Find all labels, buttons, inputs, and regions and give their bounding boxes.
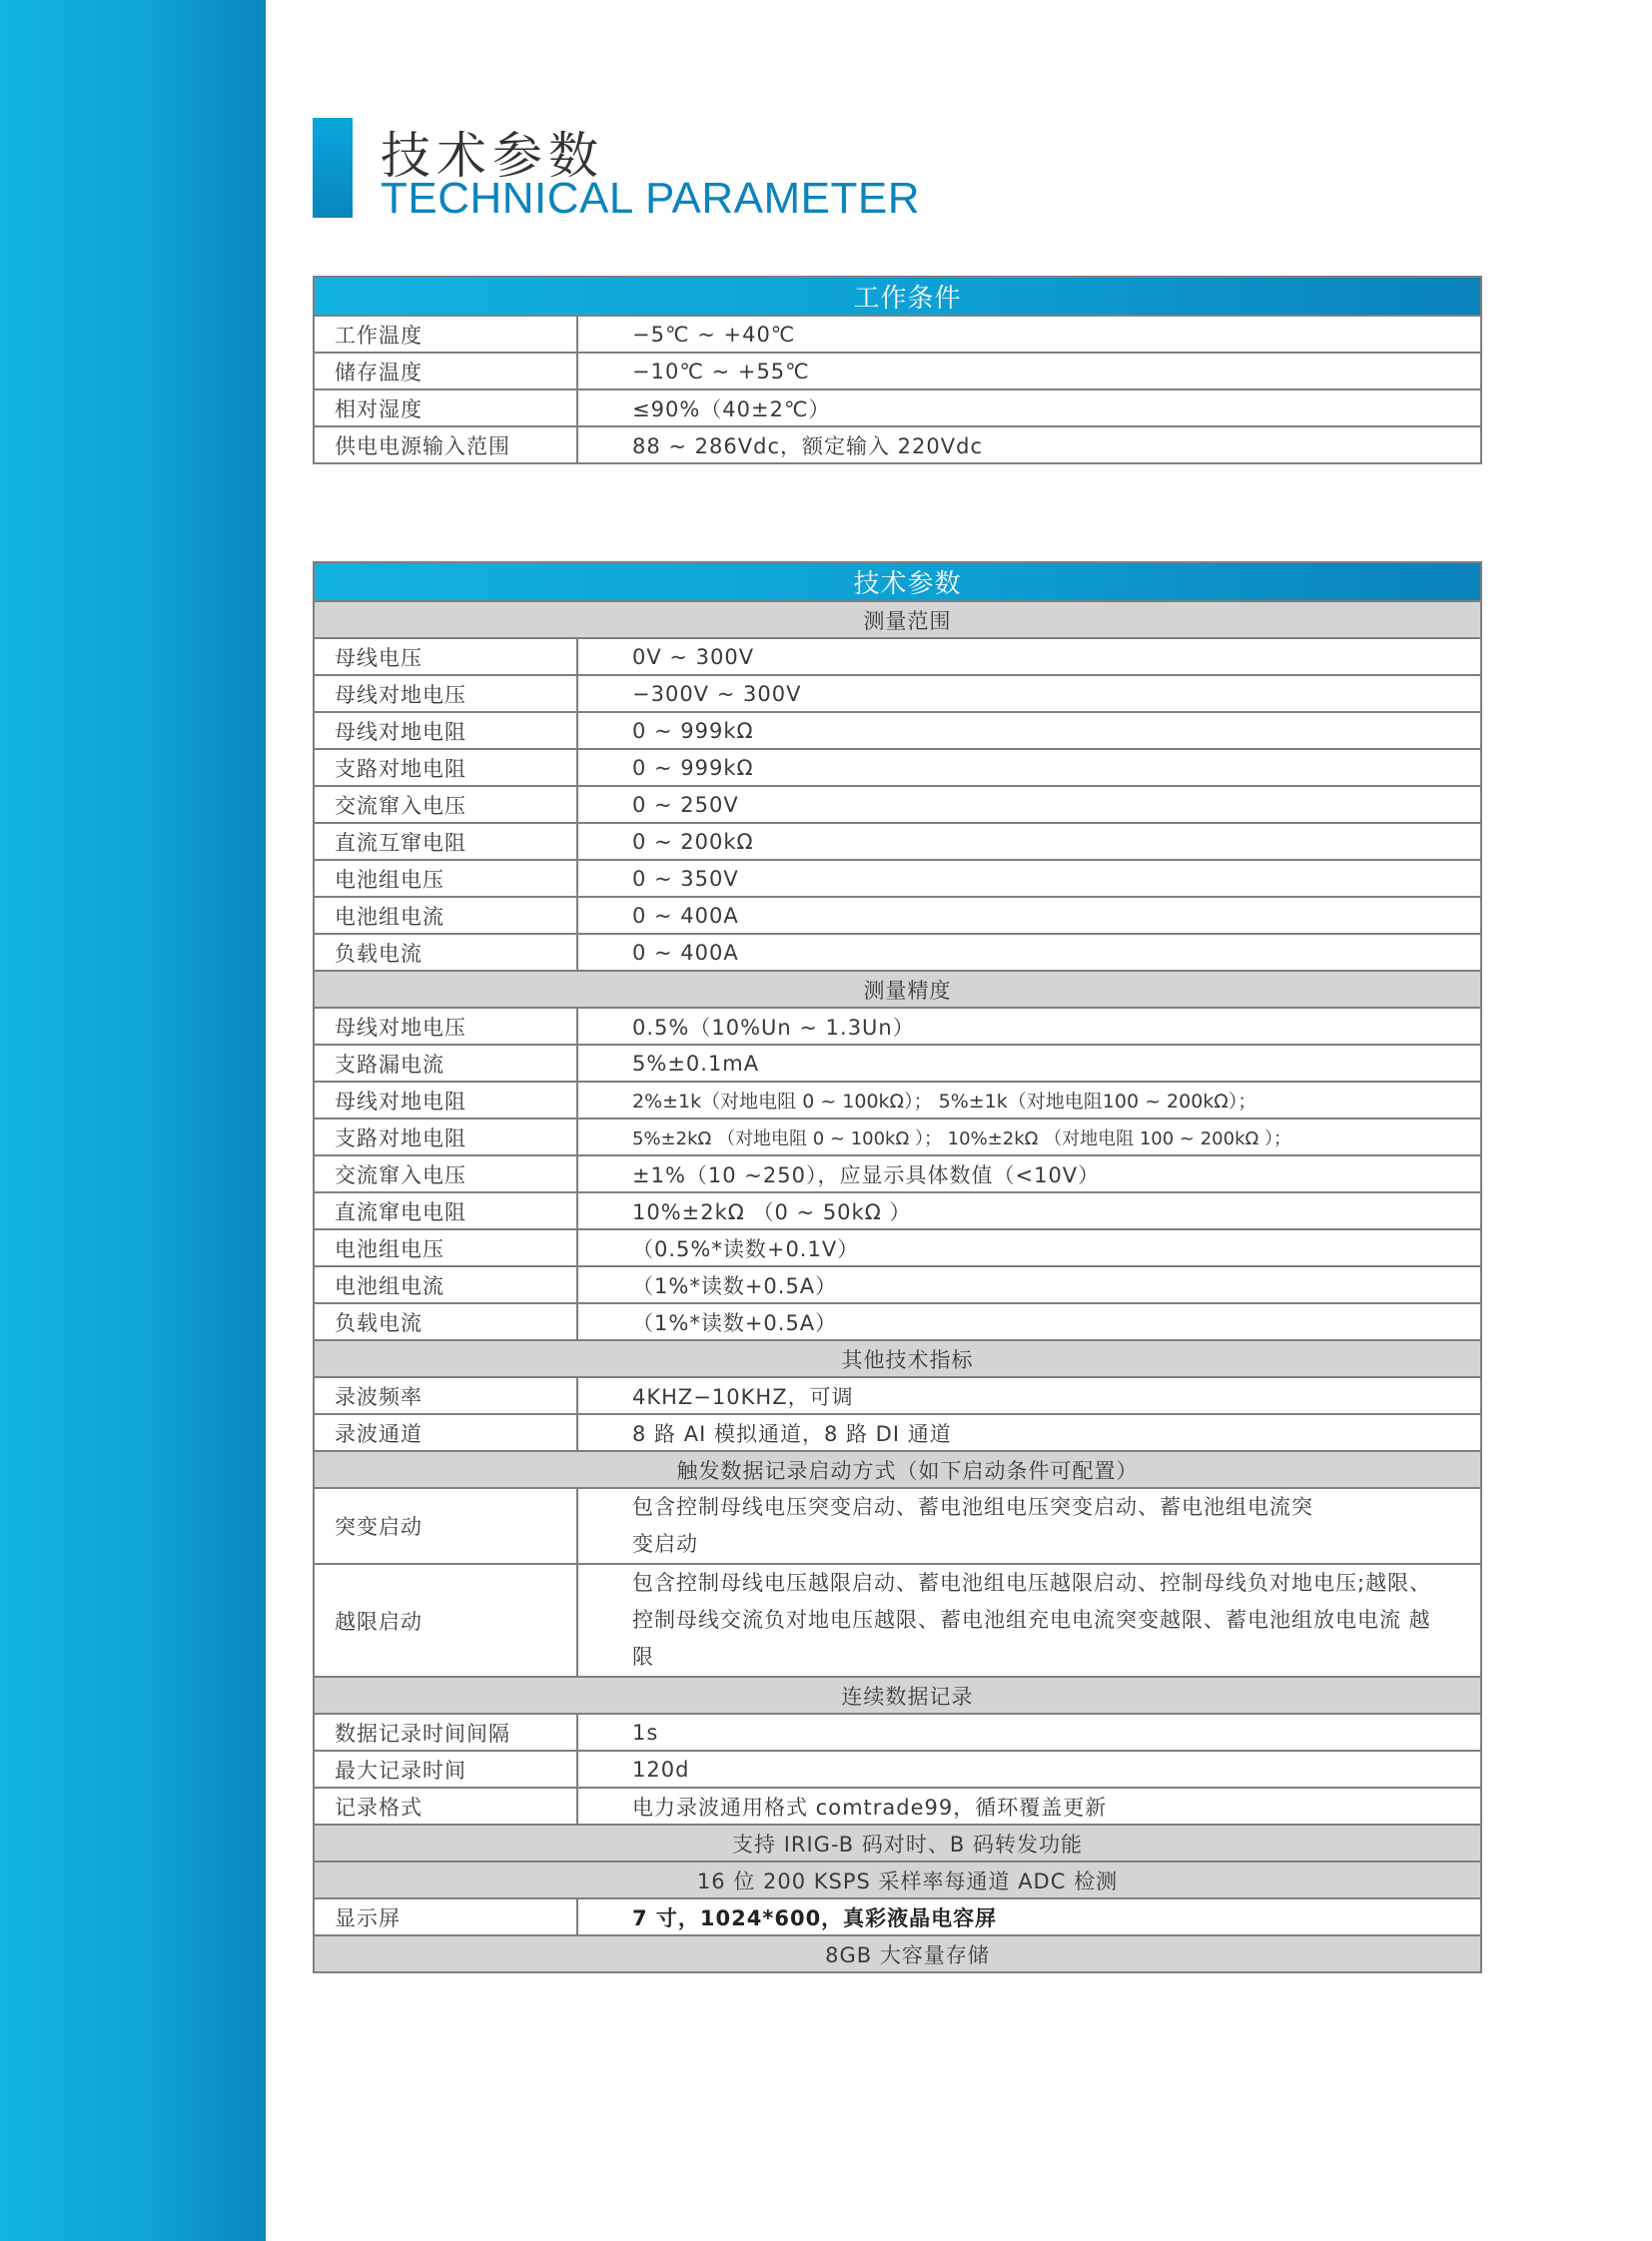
row-value: 8 路 AI 模拟通道，8 路 DI 通道 — [577, 1414, 1481, 1451]
table-row — [314, 353, 1481, 389]
row-value: 0 ~ 200kΩ — [577, 823, 1481, 860]
row-value: 5%±0.1mA — [577, 1045, 1481, 1082]
row-label: 显示屏 — [314, 1898, 577, 1935]
row-label: 母线对地电阻 — [314, 712, 577, 749]
working-conditions-header: 工作条件 — [314, 277, 1481, 316]
row-value: 0.5%（10%Un ~ 1.3Un） — [577, 1008, 1481, 1045]
row-label: 电池组电流 — [314, 1266, 577, 1303]
table-row — [314, 1082, 1481, 1119]
row-label: 工作温度 — [314, 316, 577, 353]
row-label: 支路漏电流 — [314, 1045, 577, 1082]
table-row — [314, 1192, 1481, 1229]
row-value: 1s — [577, 1714, 1481, 1751]
row-label: 母线对地电阻 — [314, 1082, 577, 1119]
table-row — [314, 1898, 1481, 1935]
row-value: −5℃ ~ +40℃ — [577, 316, 1481, 353]
row-value: ±1%（10 ~250），应显示具体数值（<10V） — [577, 1155, 1481, 1192]
row-value: −10℃ ~ +55℃ — [577, 353, 1481, 389]
row-value: 0 ~ 250V — [577, 786, 1481, 823]
display-spec-value: 7 寸，1024*600，真彩液晶电容屏 — [577, 1898, 1481, 1935]
table-row — [314, 316, 1481, 353]
storage-row: 8GB 大容量存储 — [314, 1935, 1481, 1972]
row-label: 相对湿度 — [314, 389, 577, 426]
row-label: 电池组电流 — [314, 897, 577, 934]
row-label: 交流窜入电压 — [314, 1155, 577, 1192]
row-label: 记录格式 — [314, 1788, 577, 1825]
table-row — [314, 1045, 1481, 1082]
table-row — [314, 638, 1481, 675]
row-label: 交流窜入电压 — [314, 786, 577, 823]
row-value: ≤90%（40±2℃） — [577, 389, 1481, 426]
row-value: 2%±1k（对地电阻 0 ~ 100kΩ）； 5%±1k（对地电阻100 ~ 200kΩ）； — [577, 1082, 1481, 1119]
row-value: 电力录波通用格式 comtrade99，循环覆盖更新 — [577, 1788, 1481, 1825]
page-title-english: TECHNICAL PARAMETER — [381, 174, 921, 223]
section-title-continuous: 连续数据记录 — [314, 1677, 1481, 1714]
row-value: 0 ~ 400A — [577, 934, 1481, 971]
row-label: 供电电源输入范围 — [314, 426, 577, 463]
row-value: 0 ~ 350V — [577, 860, 1481, 897]
table-row — [314, 675, 1481, 712]
working-conditions-table — [313, 276, 1482, 464]
table-row — [314, 1751, 1481, 1788]
row-label: 母线电压 — [314, 638, 577, 675]
row-label: 录波通道 — [314, 1414, 577, 1451]
row-value: 88 ~ 286Vdc，额定输入 220Vdc — [577, 426, 1481, 463]
section-title-other: 其他技术指标 — [314, 1340, 1481, 1377]
table-row — [314, 1414, 1481, 1451]
table-row — [314, 1155, 1481, 1192]
title-accent-bar — [313, 118, 353, 218]
table-row — [314, 1119, 1481, 1155]
table-row — [314, 426, 1481, 463]
row-label: 数据记录时间间隔 — [314, 1714, 577, 1751]
table-row — [314, 934, 1481, 971]
row-value: 10%±2kΩ （0 ~ 50kΩ ） — [577, 1192, 1481, 1229]
row-label: 突变启动 — [314, 1488, 577, 1564]
section-title-trigger: 触发数据记录启动方式（如下启动条件可配置） — [314, 1451, 1481, 1488]
table-row — [314, 1303, 1481, 1340]
row-label: 越限启动 — [314, 1564, 577, 1677]
row-value: 0 ~ 400A — [577, 897, 1481, 934]
table-row — [314, 1008, 1481, 1045]
section-title-range: 测量范围 — [314, 601, 1481, 638]
table-row — [314, 1714, 1481, 1751]
table-row — [314, 712, 1481, 749]
table-row — [314, 1788, 1481, 1825]
section-title-accuracy: 测量精度 — [314, 971, 1481, 1008]
row-label: 负载电流 — [314, 934, 577, 971]
row-label: 直流互窜电阻 — [314, 823, 577, 860]
row-value: （1%*读数+0.5A） — [577, 1266, 1481, 1303]
row-label: 录波频率 — [314, 1377, 577, 1414]
table-row — [314, 860, 1481, 897]
row-label: 支路对地电阻 — [314, 749, 577, 786]
row-label: 电池组电压 — [314, 860, 577, 897]
row-value: 4KHZ−10KHZ，可调 — [577, 1377, 1481, 1414]
table-row — [314, 1488, 1481, 1564]
page-title-chinese: 技术参数 — [381, 127, 604, 185]
row-value: 包含控制母线电压越限启动、蓄电池组电压越限启动、控制母线负对地电压;越限、控制母线交流负对地电压越限、蓄电池组充电电流突变越限、蓄电池组放电电流 越限 — [577, 1564, 1481, 1677]
row-value: 120d — [577, 1751, 1481, 1788]
adc-sampling-row: 16 位 200 KSPS 采样率每通道 ADC 检测 — [314, 1862, 1481, 1898]
row-label: 母线对地电压 — [314, 675, 577, 712]
table-row — [314, 1229, 1481, 1266]
table-row — [314, 786, 1481, 823]
row-value: 包含控制母线电压突变启动、蓄电池组电压突变启动、蓄电池组电流突变启动 — [577, 1488, 1481, 1564]
technical-parameters-table — [313, 561, 1482, 1973]
row-label: 最大记录时间 — [314, 1751, 577, 1788]
row-value: −300V ~ 300V — [577, 675, 1481, 712]
table-row — [314, 1377, 1481, 1414]
row-label: 储存温度 — [314, 353, 577, 389]
table-row — [314, 1266, 1481, 1303]
table-row — [314, 1564, 1481, 1677]
row-label: 直流窜电电阻 — [314, 1192, 577, 1229]
row-value: 0 ~ 999kΩ — [577, 712, 1481, 749]
row-value: 0 ~ 999kΩ — [577, 749, 1481, 786]
row-value: 5%±2kΩ （对地电阻 0 ~ 100kΩ ）； 10%±2kΩ （对地电阻 100 ~ 200kΩ ）； — [577, 1119, 1481, 1155]
row-label: 支路对地电阻 — [314, 1119, 577, 1155]
left-decorative-bar — [0, 0, 266, 2241]
row-value: （1%*读数+0.5A） — [577, 1303, 1481, 1340]
row-label: 电池组电压 — [314, 1229, 577, 1266]
table-row — [314, 823, 1481, 860]
row-value: 0V ~ 300V — [577, 638, 1481, 675]
row-label: 负载电流 — [314, 1303, 577, 1340]
table-row — [314, 389, 1481, 426]
row-value: （0.5%*读数+0.1V） — [577, 1229, 1481, 1266]
technical-parameters-header: 技术参数 — [314, 562, 1481, 601]
table-row — [314, 749, 1481, 786]
irig-support-row: 支持 IRIG-B 码对时、B 码转发功能 — [314, 1825, 1481, 1862]
table-row — [314, 897, 1481, 934]
row-label: 母线对地电压 — [314, 1008, 577, 1045]
